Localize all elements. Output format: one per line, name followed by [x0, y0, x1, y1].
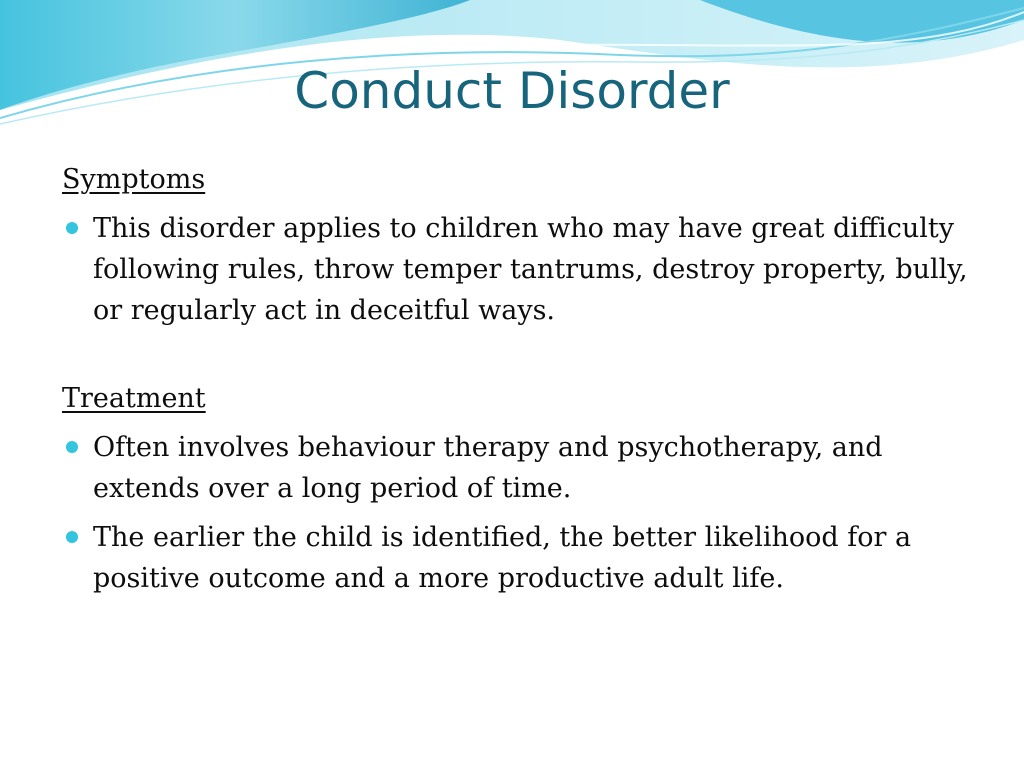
treatment-list [62, 427, 972, 599]
bullet-dot-icon [66, 441, 78, 453]
list-item [62, 208, 972, 331]
bullet-text: The earlier the child is identified, the better likelihood for a positive outcome and a more productive adult life. [93, 522, 912, 594]
bullet-text: Often involves behaviour therapy and psychotherapy, and extends over a long period of time. [93, 432, 883, 504]
list-item [62, 427, 972, 509]
bullet-dot-icon [66, 222, 78, 234]
symptoms-list [62, 208, 972, 331]
slide-title: Conduct Disorder [294, 62, 730, 120]
section-spacer [62, 331, 972, 379]
bullet-dot-icon [66, 531, 78, 543]
slide-body [62, 160, 972, 599]
section-heading-treatment: Treatment [62, 383, 206, 414]
bullet-text: This disorder applies to children who may have great difficulty following rules, throw temper tantrums, destroy property, bully, or regularly act in deceitful ways. [93, 213, 968, 326]
section-heading-symptoms: Symptoms [62, 164, 206, 195]
list-item [62, 517, 972, 599]
